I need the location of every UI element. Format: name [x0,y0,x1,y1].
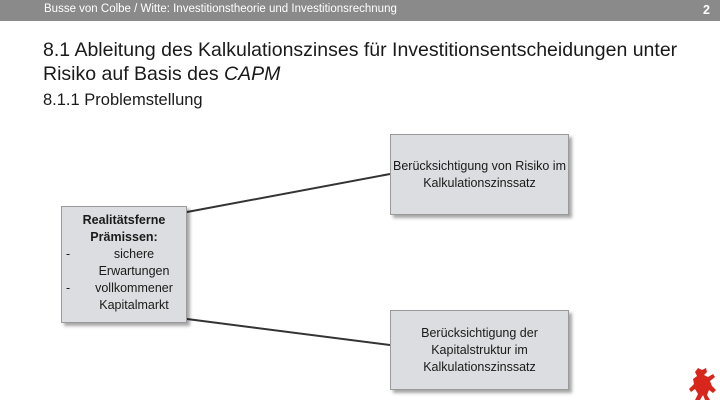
premise-text: vollkommener Kapitalmarkt [95,281,173,312]
page-number: 2 [703,3,710,17]
capital-structure-box-text: Berücksichtigung der Kapitalstruktur im Kalkulationszinssatz [421,325,538,374]
slide-title-emphasis: CAPM [224,63,281,85]
premise-bullet: - [66,281,71,295]
premise-item [62,246,186,280]
capital-structure-box [390,310,569,390]
premises-heading: Realitätsferne Prämissen: [82,213,166,244]
premise-text: sichere Erwartungen [98,247,170,278]
berlin-bear-icon [688,366,718,407]
premises-box [61,206,187,323]
header-text: Busse von Colbe / Witte: Investitionstheorie und Investitionsrechnung [44,3,397,15]
risk-box-text: Berücksichtigung von Risiko im Kalkulationszinssatz [393,158,566,190]
premise-item [62,280,186,314]
connector-line-top [187,174,390,212]
premise-bullet: - [66,247,71,261]
slide-title-main: 8.1 Ableitung des Kalkulationszinses für Investitionsentscheidungen unter Risiko auf Basis des [43,39,678,85]
risk-box [390,134,569,215]
connector-line-bottom [187,319,390,345]
slide-subtitle: 8.1.1 Problemstellung [43,91,203,109]
